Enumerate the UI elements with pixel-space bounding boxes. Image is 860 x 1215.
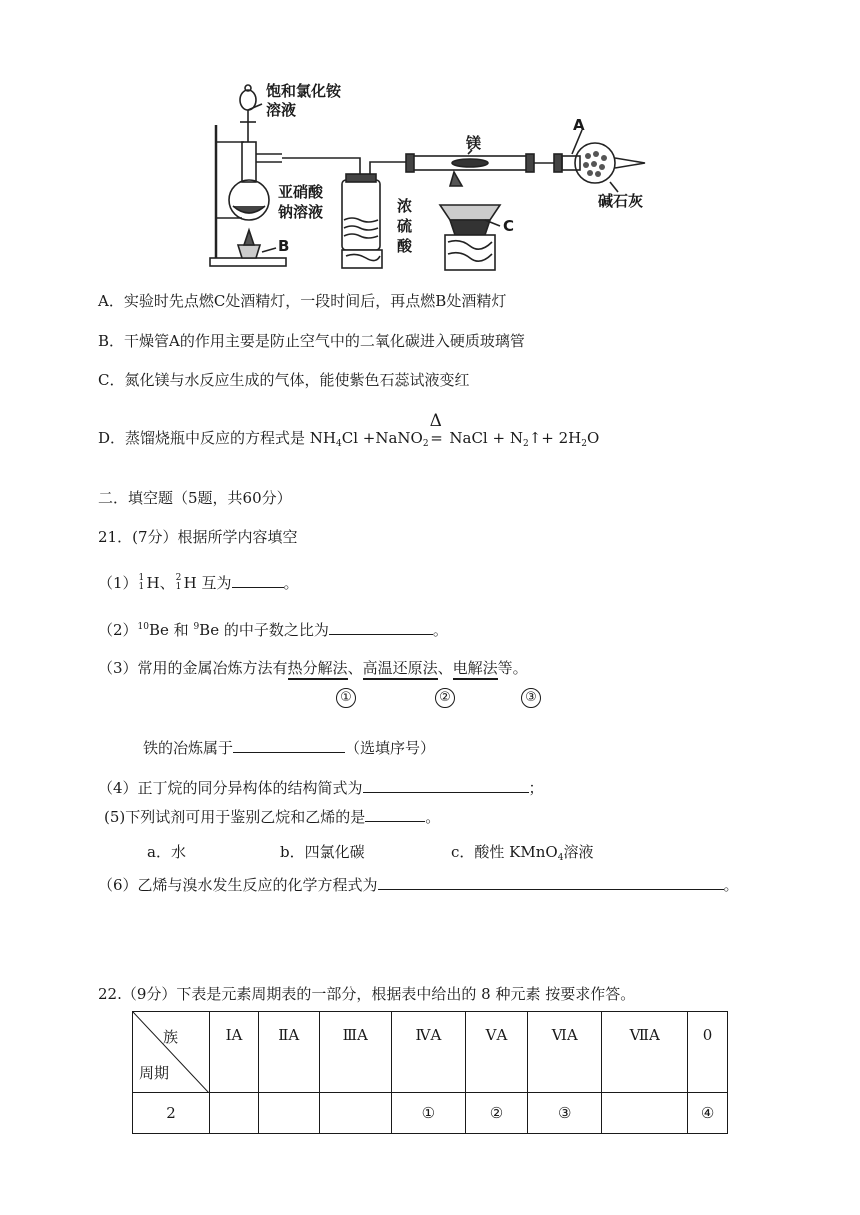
option-d-sub: 2	[522, 439, 529, 449]
q21-part4	[98, 777, 544, 798]
isotope-h1	[138, 573, 147, 591]
q21-iron-end: （选填序号）	[345, 739, 436, 757]
header-row	[133, 1012, 728, 1093]
option-d-rest2: ↑+ 2H	[528, 429, 582, 447]
option-d-cl: Cl +NaNO	[341, 429, 423, 447]
separator: 、	[347, 659, 363, 677]
q21-part5	[104, 806, 440, 827]
group-header: 0	[688, 1012, 728, 1093]
label-nano2-2: 钠溶液	[278, 203, 324, 221]
q21-iron-label: 铁的冶炼属于	[143, 739, 234, 757]
reagent-c-sub: 4	[557, 853, 564, 863]
q21-p4-end: ；	[528, 779, 544, 797]
reagent-c	[451, 841, 593, 863]
label-acid-2: 硫	[397, 217, 413, 235]
group-header: ⅣA	[391, 1012, 465, 1093]
separator: 、	[437, 659, 453, 677]
q21-p1-end: 。	[283, 574, 299, 592]
circle-2: ②	[435, 688, 455, 708]
option-a: A．实验时先点燃C处酒精灯，一段时间后，再点燃B处酒精灯	[98, 292, 507, 310]
delta-symbol: Δ	[429, 411, 442, 431]
circle-3: ③	[521, 688, 541, 708]
q21-title: 21．(7分）根据所学内容填空	[98, 528, 298, 546]
label-nh4cl: 饱和氯化铵	[266, 82, 342, 100]
mass-number: 9	[193, 622, 200, 632]
reagent-c-prefix: c．酸性 KMnO	[451, 843, 558, 861]
answer-blank[interactable]	[363, 778, 529, 793]
element-cell: ①	[391, 1093, 465, 1134]
label-acid-1: 浓	[397, 197, 413, 215]
label-b: B	[278, 237, 290, 255]
periodic-table	[132, 1011, 728, 1134]
q21-p2-be1: Be 和	[149, 621, 194, 639]
label-mg: 镁	[466, 134, 482, 152]
period-cell: 2	[133, 1093, 210, 1134]
atomic-number: 1	[138, 582, 145, 592]
q21-p3-end: 等。	[497, 659, 528, 677]
answer-blank[interactable]	[233, 738, 345, 753]
q21-p5-end: 。	[425, 808, 441, 826]
q21-p1-h2: H 互为	[183, 574, 232, 592]
q21-p3-prefix: （3）常用的金属冶炼方法有	[98, 659, 288, 677]
group-header: ⅥA	[528, 1012, 602, 1093]
element-cell	[602, 1093, 688, 1134]
answer-blank[interactable]	[378, 875, 724, 890]
option-d	[98, 411, 600, 449]
reagent-b: b．四氯化碳	[280, 843, 365, 861]
mass-number: 10	[137, 622, 149, 632]
element-cell	[319, 1093, 391, 1134]
answer-blank[interactable]	[329, 620, 433, 635]
mass-number: 1	[138, 573, 145, 583]
element-cell: ②	[465, 1093, 527, 1134]
label-acid-3: 酸	[397, 237, 413, 255]
q21-p2-be2: Be 的中子数之比为	[199, 621, 329, 639]
answer-blank[interactable]	[365, 807, 425, 822]
option-d-rest1: NaCl + N	[449, 429, 523, 447]
method-thermal: 热分解法	[288, 659, 348, 680]
q21-p2-end: 。	[432, 621, 448, 639]
group-header: ⅦA	[602, 1012, 688, 1093]
label-nh4cl-2: 溶液	[266, 101, 297, 119]
q22-title: 22.（9分）下表是元素周期表的一部分，根据表中给出的 8 种元素 按要求作答。	[98, 985, 636, 1003]
option-c: C．氮化镁与水反应生成的气体，能使紫色石蕊试液变红	[98, 371, 470, 389]
q21-p4-label: （4）正丁烷的同分异构体的结构简式为	[98, 779, 363, 797]
label-c: C	[503, 217, 515, 235]
element-cell	[210, 1093, 259, 1134]
heat-equals	[429, 411, 445, 447]
q21-iron	[143, 737, 435, 758]
answer-blank[interactable]	[232, 573, 284, 588]
option-d-sub: 2	[581, 439, 587, 449]
element-cell: ④	[688, 1093, 728, 1134]
label-a: A	[573, 116, 585, 134]
group-header: ⅡA	[258, 1012, 319, 1093]
atomic-number: 1	[175, 582, 182, 592]
method-reduction: 高温还原法	[363, 659, 438, 680]
q21-part1	[98, 572, 299, 593]
option-d-prefix: D．蒸馏烧瓶中反应的方程式是 NH	[98, 429, 337, 447]
element-cell	[258, 1093, 319, 1134]
method-electrolysis: 电解法	[453, 659, 498, 680]
q21-part6	[98, 874, 739, 895]
label-nano2: 亚硝酸	[278, 183, 324, 201]
group-header: ⅠA	[210, 1012, 259, 1093]
option-b: B．干燥管A的作用主要是防止空气中的二氧化碳进入硬质玻璃管	[98, 332, 525, 350]
q21-p1-prefix: （1）	[98, 574, 138, 592]
equals-symbol: =	[430, 429, 443, 447]
option-d-sub: 4	[336, 439, 342, 449]
q21-p5-label: (5)下列试剂可用于鉴别乙烷和乙烯的是	[104, 808, 366, 826]
q21-part3	[98, 657, 528, 678]
q21-p6-label: （6）乙烯与溴水发生反应的化学方程式为	[98, 876, 378, 894]
table-row	[133, 1093, 728, 1134]
group-header: ⅢA	[319, 1012, 391, 1093]
reagent-c-end: 溶液	[563, 843, 594, 861]
mass-number: 2	[175, 573, 182, 583]
reagent-a: a．水	[147, 843, 186, 861]
element-cell: ③	[528, 1093, 602, 1134]
label-lime: 碱石灰	[598, 192, 644, 210]
group-header: ⅤA	[465, 1012, 527, 1093]
option-d-o: O	[586, 429, 600, 447]
q21-p6-end: 。	[723, 876, 739, 894]
section-title: 二．填空题（5题，共60分）	[98, 489, 292, 507]
corner-cell	[133, 1012, 210, 1093]
isotope-h2	[175, 573, 184, 591]
q21-part2	[98, 619, 448, 640]
option-d-sub: 2	[422, 439, 429, 449]
q21-p2-prefix: （2）	[98, 621, 138, 639]
q21-p1-h1: H、	[146, 574, 175, 592]
corner-group-label: 族	[163, 1028, 179, 1046]
corner-period-label: 周期	[139, 1064, 170, 1082]
circle-1: ①	[336, 688, 356, 708]
